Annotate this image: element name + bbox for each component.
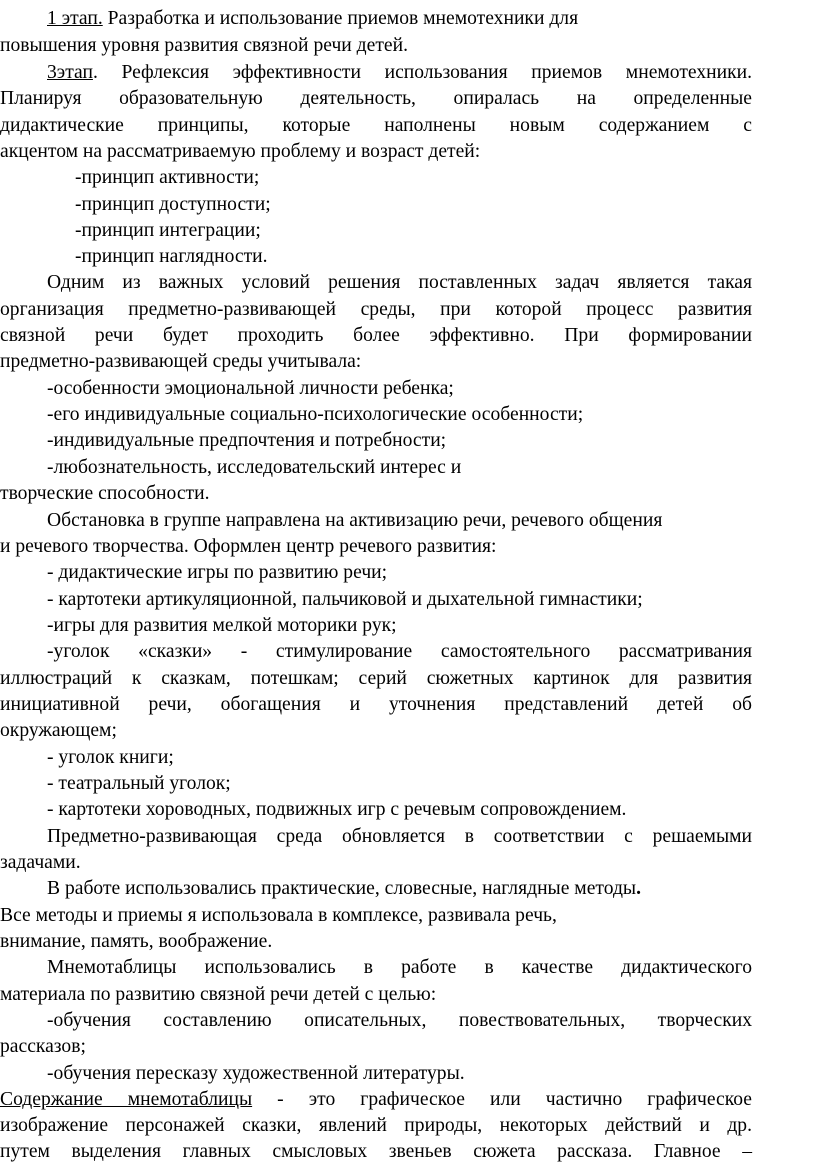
paragraph-line: иллюстраций к сказкам, потешкам; серий сюжетных картинок для развития [0, 668, 752, 689]
paragraph-line: связной речи будет проходить более эффективно. При формировании [0, 325, 752, 346]
paragraph-line: Все методы и приемы я использовала в комплексе, развивала речь, [0, 905, 557, 926]
paragraph-line: изображение персонажей сказки, явлений природы, некоторых действий и др. [0, 1115, 752, 1136]
paragraph-line: инициативной речи, обогащения и уточнения представлений детей об [0, 694, 752, 715]
paragraph-line: Мнемотаблицы использовались в работе в качестве дидактического [47, 957, 752, 978]
list-item: -обучения составлению описательных, повествовательных, творческих [47, 1010, 752, 1031]
stage1-label: 1 этап. [47, 8, 103, 29]
list-item: -обучения пересказу художественной литературы. [47, 1063, 465, 1084]
stage1-text: Разработка и использование приемов мнемотехники для [102, 8, 579, 29]
stage1-line [47, 6, 799, 32]
methods-text: В работе использовались практические, словесные, наглядные методы [47, 878, 637, 899]
list-item: -принцип интеграции; [75, 220, 261, 241]
list-item: -его индивидуальные социально-психологические особенности; [47, 404, 584, 425]
list-item: - уголок книги; [47, 747, 174, 768]
paragraph-line: материала по развитию связной речи детей с целью: [0, 984, 437, 1005]
list-item: - картотеки артикуляционной, пальчиковой и дыхательной гимнастики; [47, 589, 643, 610]
stage1-text-line2: повышения уровня развития связной речи детей. [0, 35, 408, 56]
list-item: -особенности эмоциональной личности ребенка; [47, 378, 454, 399]
paragraph-line: Предметно-развивающая среда обновляется в соответствии с решаемыми [47, 826, 752, 847]
list-item: - театральный уголок; [47, 773, 231, 794]
paragraph-line: организация предметно-развивающей среды, при которой процесс развития [0, 299, 752, 320]
list-item: -принцип доступности; [75, 194, 271, 215]
paragraph-line: путем выделения главных смысловых звеньев сюжета рассказа. Главное – [0, 1141, 752, 1162]
list-item: -принцип наглядности. [75, 246, 268, 267]
stage3-line [47, 60, 752, 86]
stage3-text: . Рефлексия эффективности использования приемов мнемотехники. [92, 62, 752, 83]
list-item-tail: творческие способности. [0, 483, 210, 504]
paragraph-line: и речевого творчества. Оформлен центр речевого развития: [0, 536, 497, 557]
paragraph-line: рассказов; [0, 1036, 86, 1057]
paragraph-line: Обстановка в группе направлена на активизацию речи, речевого общения [47, 510, 663, 531]
stage3-label: 3этап [47, 62, 93, 83]
list-item: -индивидуальные предпочтения и потребности; [47, 430, 447, 451]
definition-text: - это графическое или частично графическое [252, 1089, 752, 1110]
paragraph-line: задачами. [0, 852, 81, 873]
paragraph-line: Одним из важных условий решения поставленных задач является такая [47, 272, 752, 293]
list-item: - картотеки хороводных, подвижных игр с речевым сопровождением. [47, 799, 627, 820]
list-item: -уголок «сказки» - стимулирование самостоятельного рассматривания [47, 641, 752, 662]
methods-period: . [636, 878, 641, 899]
list-item: -принцип активности; [75, 167, 260, 188]
paragraph-line: акцентом на рассматриваемую проблему и возраст детей: [0, 141, 481, 162]
paragraph-line: предметно-развивающей среды учитывала: [0, 351, 362, 372]
definition-term: Содержание мнемотаблицы [0, 1089, 253, 1110]
paragraph-line: Планируя образовательную деятельность, опиралась на определенные [0, 88, 752, 109]
list-item: -любознательность, исследовательский интерес и [47, 457, 462, 478]
definition-line [0, 1087, 752, 1113]
paragraph-line: внимание, память, воображение. [0, 931, 273, 952]
list-item: - дидактические игры по развитию речи; [47, 562, 388, 583]
paragraph-line [47, 876, 799, 902]
paragraph-line: окружающем; [0, 720, 117, 741]
paragraph-line: дидактические принципы, которые наполнены новым содержанием с [0, 115, 752, 136]
list-item: -игры для развития мелкой моторики рук; [47, 615, 397, 636]
